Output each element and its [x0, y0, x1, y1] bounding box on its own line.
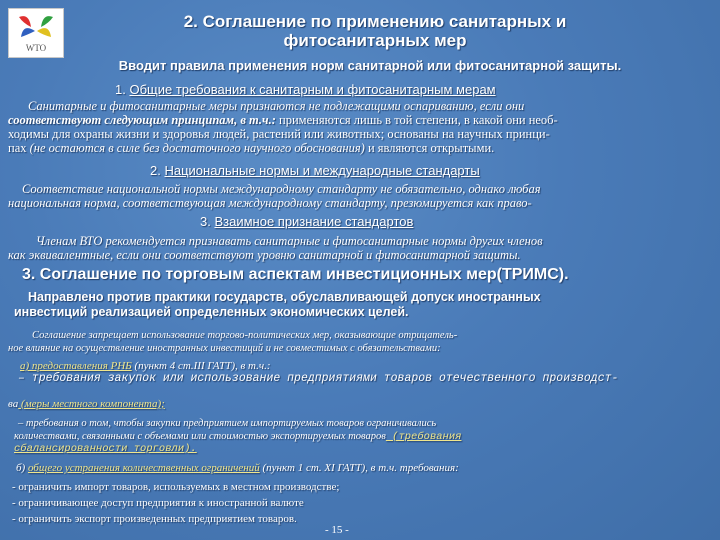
page-subtitle: Вводит правила применения норм санитарной или фитосанитарной защиты. — [118, 58, 622, 73]
item-a: а) предоставления РНБ (пункт 4 ст.III ГАТТ), в т.ч.: — [20, 360, 271, 372]
list-item: - ограничить импорт товаров, используемых в местном производстве; — [12, 481, 340, 493]
item-a-dash1-cont: ва (меры местного компонента); — [8, 398, 165, 410]
logo-text: WTO — [25, 43, 47, 53]
item-b: б) общего устранения количественных ограничений (пункт 1 ст. XI ГАТТ), в т.ч. требования: — [16, 462, 459, 474]
page-number: - 15 - — [325, 524, 349, 536]
item-a-dash2: – требования о том, чтобы закупки предприятием импортируемых товаров ограничивались количествами, связанными с объемами или стоимостью экспортируемых товаров (требования сбалансированности торговли). — [14, 418, 462, 455]
list-item: - ограничить экспорт произведенных предприятием товаров. — [12, 513, 297, 525]
wto-logo — [8, 8, 64, 58]
page-title — [70, 12, 680, 50]
trims-intro: Направлено против практики государств, обуславливающей допуск иностранных инвестиций реализацией определенных экономических целей. — [14, 290, 541, 319]
wto-logo-icon — [9, 9, 63, 57]
title-line-2: фитосанитарных мер — [283, 31, 467, 50]
trims-ban-paragraph: Соглашение запрещает использование торгово-политических мер, оказывающие отрицатель- ное влияние на осуществление иностранных инвестиций и не совместимых с обязательствами: — [8, 330, 458, 354]
section1-paragraph: Санитарные и фитосанитарные меры признаются не подлежащими оспариванию, если они соответствуют следующим принципам, в т.ч.: применяются лишь в той степени, в какой они необ- ходимы для охраны жизни и здоровья людей, растений или животных; основаны на научных принци- пах (не остаются в силе без достаточного научного обоснования) и являются открытыми. — [8, 99, 558, 155]
trims-title: 3. Соглашение по торговым аспектам инвестиционных мер(ТРИМС). — [22, 266, 569, 283]
item-b-list — [12, 479, 712, 527]
section1-heading: 1. Общие требования к санитарным и фитосанитарным мерам — [115, 82, 496, 97]
title-line-1: 2. Соглашение по применению санитарных и — [183, 12, 567, 31]
section2-heading: 2. Национальные нормы и международные стандарты — [150, 163, 480, 178]
list-item: - ограничивающее доступ предприятия к иностранной валюте — [12, 497, 304, 509]
section3-heading: 3. Взаимное признание стандартов — [200, 214, 414, 229]
section3-paragraph: Членам ВТО рекомендуется признавать санитарные и фитосанитарные нормы других членов как эквивалентные, если они соответствуют уровню санитарной и фитосанитарной защиты. — [8, 234, 543, 262]
item-a-dash1: – требования закупок или использование предприятиями товаров отечественного производст- — [18, 372, 619, 385]
item-b-link[interactable]: общего устранения количественных ограничений — [27, 462, 260, 474]
section2-paragraph: Соответствие национальной нормы международному стандарту не обязательно, однако любая национальная норма, соответствующая международному стандарту, презюмируется как право- — [8, 182, 541, 210]
